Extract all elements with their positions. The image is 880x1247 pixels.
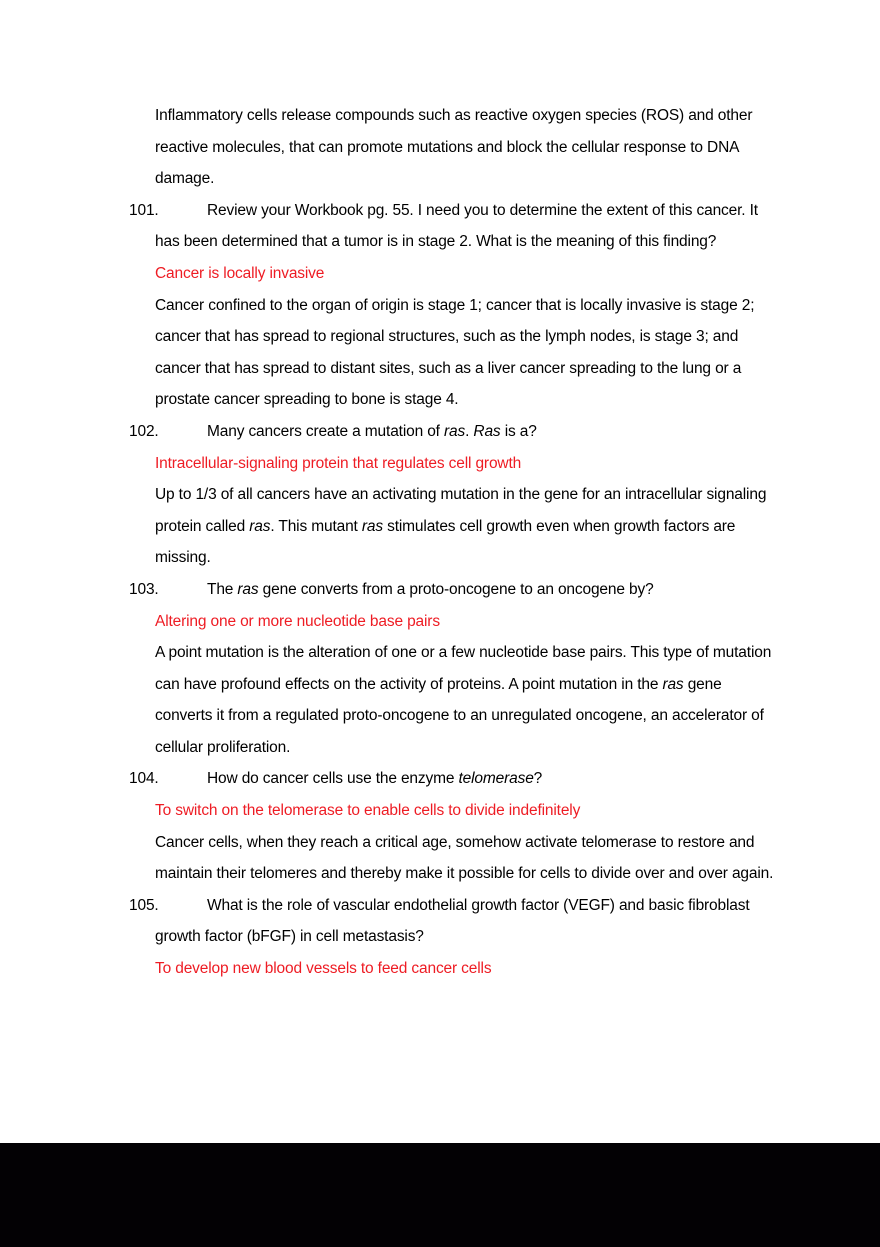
bottom-black-bar: [0, 1143, 880, 1247]
intro-paragraph: Inflammatory cells release compounds such as reactive oxygen species (ROS) and other reactive molecules, that can promote mutations and block the cellular response to DNA damage.: [155, 107, 753, 188]
question-text: How do cancer cells use the enzyme telomerase?: [207, 770, 543, 788]
question-105: [0, 890, 780, 953]
question-101: [0, 195, 780, 258]
answer-103: Altering one or more nucleotide base pairs: [155, 612, 440, 630]
explanation-102: Up to 1/3 of all cancers have an activating mutation in the gene for an intracellular signaling protein called ras. This mutant ras stimulates cell growth even when growth factors are missing.: [155, 486, 767, 567]
question-number: 102.: [129, 422, 159, 440]
question-text: Many cancers create a mutation of ras. Ras is a?: [207, 422, 537, 440]
question-number: 104.: [129, 770, 159, 788]
question-number: 103.: [129, 580, 159, 598]
document-body: [0, 100, 880, 985]
explanation-101: Cancer confined to the organ of origin is stage 1; cancer that is locally invasive is stage 2; cancer that has spread to regional structures, such as the lymph nodes, is stage 3; and cancer that has spread to distant sites, such as a liver cancer spreading to the lung or a prostate cancer spreading to bone is stage 4.: [155, 296, 755, 409]
answer-104: To switch on the telomerase to enable cells to divide indefinitely: [155, 802, 581, 820]
answer-102: Intracellular-signaling protein that regulates cell growth: [155, 454, 522, 472]
question-text: What is the role of vascular endothelial growth factor (VEGF) and basic fibroblast growth factor (bFGF) in cell metastasis?: [155, 896, 750, 946]
explanation-104: Cancer cells, when they reach a critical age, somehow activate telomerase to restore and maintain their telomeres and thereby make it possible for cells to divide over and over again.: [155, 833, 774, 883]
question-102: [0, 416, 780, 448]
question-text: Review your Workbook pg. 55. I need you to determine the extent of this cancer. It has been determined that a tumor is in stage 2. What is the meaning of this finding?: [155, 201, 758, 251]
question-103: [0, 574, 780, 606]
question-text: The ras gene converts from a proto-oncogene to an oncogene by?: [207, 580, 654, 598]
answer-105: To develop new blood vessels to feed cancer cells: [155, 960, 492, 978]
question-number: 105.: [129, 896, 159, 914]
explanation-103: A point mutation is the alteration of one or a few nucleotide base pairs. This type of mutation can have profound effects on the activity of proteins. A point mutation in the ras gene converts it from a regulated proto-oncogene to an unregulated oncogene, an accelerator of cellular proliferation.: [155, 644, 772, 756]
answer-101: Cancer is locally invasive: [155, 264, 325, 282]
question-number: 101.: [129, 201, 159, 219]
question-104: [0, 763, 780, 795]
